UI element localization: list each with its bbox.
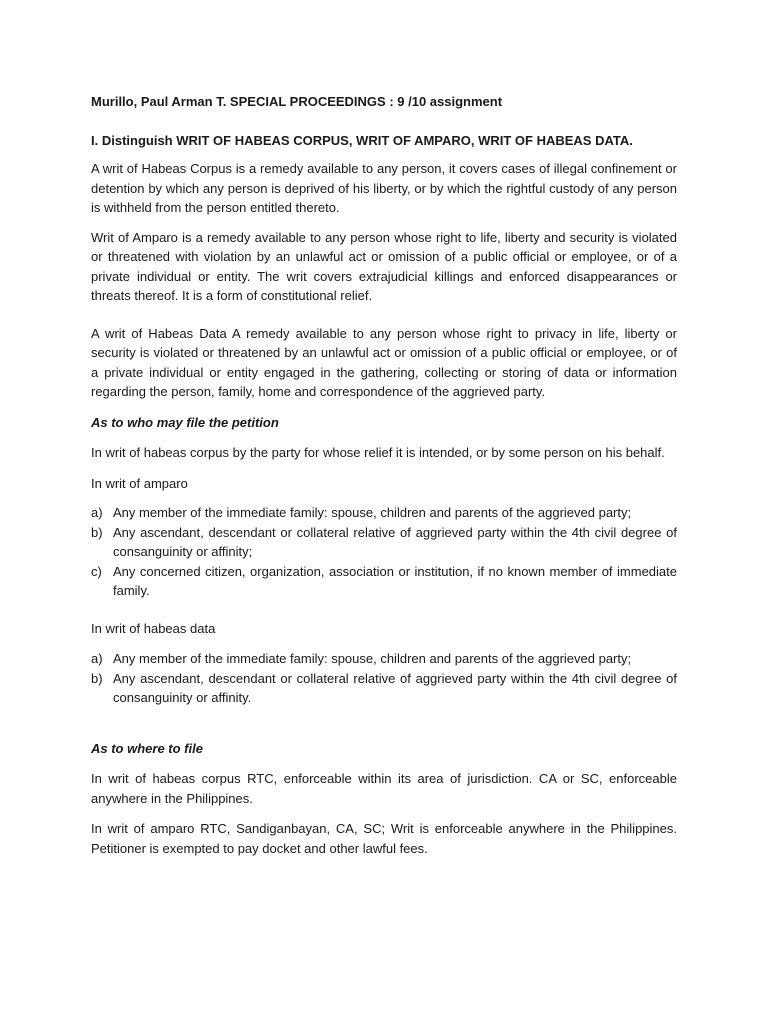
who-may-file-heading: As to who may file the petition [91,414,279,430]
list-item [91,562,677,601]
list-marker: b) [91,670,103,686]
list-item [91,523,677,562]
list-item-text: Any member of the immediate family: spouse, children and parents of the aggrieved party; [113,505,632,520]
where-to-file-heading: As to where to file [91,740,203,756]
list-item [91,649,677,669]
habeas-data-petitioner-list [91,649,677,708]
habeas-corpus-definition: A writ of Habeas Corpus is a remedy available to any person, it covers cases of illegal confinement or detention by which any person is deprived of his liberty, or by which the rightful custody of any person is withheld from the person entitled thereto. [91,161,677,215]
who-may-file-habeas-data-intro: In writ of habeas data [91,620,216,636]
list-item-text: Any concerned citizen, organization, association or institution, if no known member of immediate family. [113,563,677,598]
list-item [91,503,677,523]
document-header: Murillo, Paul Arman T. SPECIAL PROCEEDINGS : 9 /10 assignment [91,94,503,109]
list-marker: a) [91,651,103,666]
list-item [91,669,677,708]
habeas-data-definition: A writ of Habeas Data A remedy available to any person whose right to privacy in life, liberty or security is violated or threatened by an unlawful act or omission of a public official or employee, or of a private individual or entity engaged in the gathering, collecting or storing of data or information regarding the person, family, home and correspondence of the aggrieved party. [91,325,677,399]
list-marker: a) [91,505,103,520]
document-page [91,92,677,858]
list-marker: c) [91,563,102,579]
list-item-text: Any ascendant, descendant or collateral relative of aggrieved party within the 4th civil degree of consanguinity or affinity; [113,524,677,559]
who-may-file-amparo-intro: In writ of amparo [91,475,188,491]
list-item-text: Any ascendant, descendant or collateral relative of aggrieved party within the 4th civil degree of consanguinity or affinity. [113,670,677,705]
amparo-definition: Writ of Amparo is a remedy available to any person whose right to life, liberty and security is violated or threatened with violation by an unlawful act or omission of a public official or employee, or of a private individual or entity. The writ covers extrajudicial killings and enforced disappearances or threats thereof. It is a form of constitutional relief. [91,229,677,303]
where-to-file-habeas-corpus: In writ of habeas corpus RTC, enforceable within its area of jurisdiction. CA or SC, enforceable anywhere in the Philippines. [91,771,677,806]
list-marker: b) [91,524,103,540]
list-item-text: Any member of the immediate family: spouse, children and parents of the aggrieved party; [113,651,632,666]
where-to-file-amparo: In writ of amparo RTC, Sandiganbayan, CA, SC; Writ is enforceable anywhere in the Philippines. Petitioner is exempted to pay docket and other lawful fees. [91,821,677,856]
question-heading: I. Distinguish WRIT OF HABEAS CORPUS, WRIT OF AMPARO, WRIT OF HABEAS DATA. [91,132,633,148]
amparo-petitioner-list [91,503,677,601]
who-may-file-habeas-corpus: In writ of habeas corpus by the party for whose relief it is intended, or by some person on his behalf. [91,445,665,460]
